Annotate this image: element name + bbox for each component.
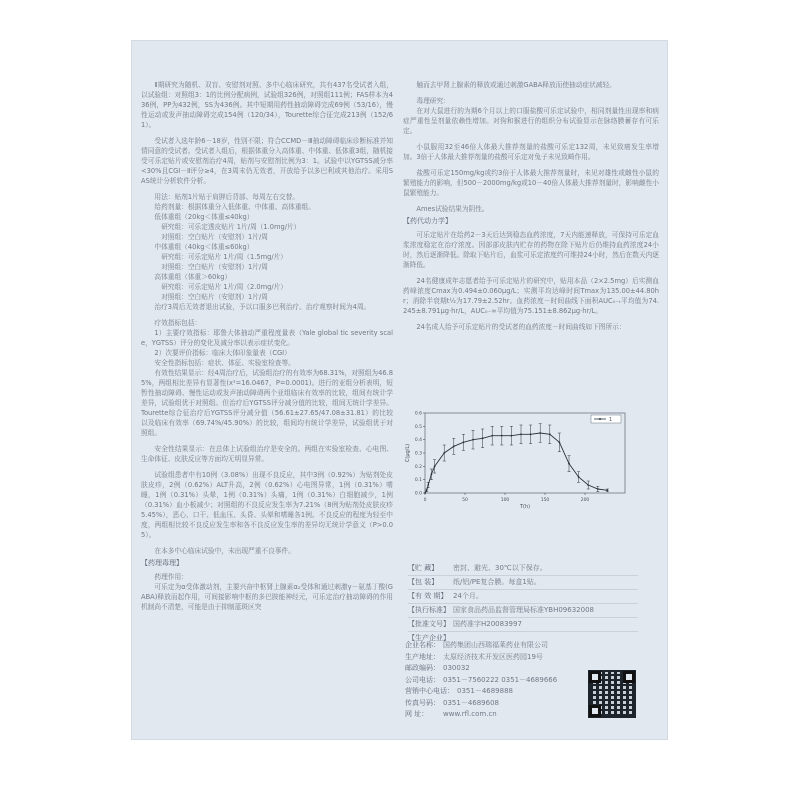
company-label: 生产地址： [405,652,440,661]
legend-marker [599,418,601,420]
y-tick-label: 0.6 [414,411,422,417]
shelf-life-row [408,590,638,604]
trial-design-paragraph: Ⅱ期研究为随机、双盲、安慰剂对照、多中心临床研究，共有437名受试者入组，以试验组：对照组3：1的比例分配病例，试验组326例，对照组111例；FAS样本为436例，PP为432例，SS为436例。其中短期用药性抽动障碍完成69例（53/16），慢性运动或发声抽动障碍完成154例（120/34），Tourette综合征完成213例（152/61）。 [141,81,393,129]
company-value: 0351－4689608 [443,698,499,707]
safety-results-paragraph: 安全性结果显示：在总体上试验组治疗是安全的。两组在实验室检查、心电图、生命体征、皮肤反应等方面均无明显异常。 [141,445,393,463]
pharmacokinetics-section-heading: 【药代动力学】 [403,217,452,225]
adverse-events-paragraph: 试验组患者中有10例（3.08%）出现不良反应，其中3例（0.92%）为贴剂处皮肤皮疹，2例（0.62%）ALT升高，2例（0.62%）心电图异常，1例（0.31%）嗜睡，1例（0.31%）头晕，1例（0.31%）头痛，1例（0.31%）白细胞减少，1例（0.31%）血小板减少；对照组的不良反应发生率为7.21%（8例为贴剂处皮肤皮疹5.45%），恶心、口干、低血压、头昏、头晕和嗜睡各1例。不良反应的程度为轻至中度，两组相比较不良反应发生率和各不良反应发生率的差异均无统计学意义（P>0.05）。 [141,471,393,539]
plot-frame [425,413,625,493]
data-point [568,463,570,465]
qr-finder-pattern [589,671,601,683]
toxicology-heading: 毒理研究： [416,97,450,105]
subject-criteria-paragraph: 受试者入选年龄6－18岁，性别不限；符合CCMD－Ⅲ抽动障碍临床诊断标准并知情同意的受试者。受试者入组后，根据体重分入高体重、中体重、低体重3组，随机接受可乐定贴片或安慰剂治疗4周，贴剂与安慰剂比例为3：1。试验中以YGTSS减分率<30%且CGI－Ⅱ评分≥4，在3周末仍无效者，开放给予以多巴利或其他治疗。采用SAS统计分析软件分析。 [141,137,393,185]
qr-finder-pattern [589,705,601,717]
efficacy-heading: 疗效指标包括： [154,319,202,327]
toxicology-paragraph: 小鼠服用32至46倍人体最大推荐剂量的盐酸可乐定132周，未见致癌发生率增加。3倍于人体最大推荐剂量的盐酸可乐定对兔子未见致畸作用。 [403,143,659,161]
info-label: 【贮 藏】 [408,564,439,572]
company-website-row [405,709,585,721]
pharmacokinetics-paragraph: 可乐定贴片在给药2－3天后达到稳态血药浓度，7天内能速释放，可保持可乐定血浆浓度稳定在治疗浓度。因部部皮肤内贮存的药物在除下贴片后仍维持血药浓度24小时，然后逐渐降低。除取下贴片后，血浆可乐定浓度约可维持24小时，然后在数天内逐渐降低。 [403,231,659,269]
pharmacokinetics-paragraph: 24名成人给予可乐定贴片的受试者的血药浓度－时间曲线如下图所示： [416,323,626,331]
concentration-time-chart-svg [363,405,643,515]
efficacy-line: 1）主要疗效指标：耶鲁大体抽动严重程度量表（Yale global tic severity scale，YGTSS）评分的变化及减分率以表示症状变化。 [141,329,393,347]
y-axis-label: C(μg/L) [405,443,411,463]
company-label: 营销中心电话： [405,687,454,695]
toxicology-paragraph: Ames试验结果为阴性。 [416,205,489,213]
y-tick-label: 0.1 [414,478,422,484]
company-sales-phone-row [405,686,585,698]
data-point [597,488,599,490]
company-value: 030032 [443,664,470,672]
data-point [607,489,609,491]
info-label: 【批准文号】 [408,620,450,628]
company-label: 邮政编码： [405,664,440,672]
company-info [405,640,585,721]
info-value: 24个月。 [453,592,483,600]
info-label: 【执行标准】 [408,606,450,614]
company-value: 0351－4689888 [457,687,513,695]
dosage-line: 中体重组（40kg＜体重≤60kg） [154,243,254,251]
company-value: 0351－7560222 0351－4689666 [443,675,558,684]
toxicology-paragraph: 在对大鼠进行的为期6个月以上的口服盐酸可乐定试验中，相同剂量性出现率和病症严重性呈剂量依赖性增加。对狗和猴进行的组织分布试验显示在脉络膜蓄存有可乐定。 [403,107,659,135]
company-label: 网 址： [405,710,429,718]
data-point [549,433,551,435]
x-tick-label: 200 [580,498,590,503]
dosage-line: 对照组：空白贴片（安慰剂）1片/周 [161,293,268,301]
dosage-line: 用法：贴剂1片贴于肩胛后背部、每周左右交替。 [154,193,300,201]
data-point [511,435,513,437]
data-point [520,433,522,435]
pharmacokinetics-paragraph: 24名健康成年志愿者给予可乐定贴片的研究中，贴用本品（2×2.5mg）后实测血药峰浓度Cmax为0.494±0.060μg/L；实测平均达峰时间Tmax为135.00±44.80hr；消除半衰期t½为17.79±2.52hr。血药浓度－时间曲线下面积AUC₀₋ₜ平均值为74.245±8.791μg·hr/L，AUC₀₋∞平均值为75.151±8.862μg·hr/L。 [403,277,659,315]
x-tick-label: 50 [462,498,468,503]
dosage-line: 研究组：可乐定贴片 1片/周（1.5mg/片） [161,253,287,261]
dosage-line: 研究组：可乐定贴片 1片/周（2.0mg/片） [161,283,287,291]
company-address-row [405,652,585,664]
company-value: 国药集团山西瑞福莱药业有限公司 [443,641,548,649]
pharmacology-paragraph: 可乐定为α受体激动剂，主要兴奋中枢肾上腺素α₂受体和通过刺激γ－氨基丁酸(GABA)释放而起作用，可间接影响中枢的多巴胺能神经元，可乐定治疗抽动障碍的作用机制尚不清楚，可能是由于抑制蓝斑区突 [141,583,393,611]
dosage-line: 高体重组（体重＞60kg） [154,273,232,281]
dosage-line: 治疗3周后无效者退出试验，予以口服多巴利治疗。治疗观察时间为4周。 [154,303,371,311]
qr-code-icon [588,670,636,718]
efficacy-results-paragraph: 有效性结果显示：经4周治疗后，试验组治疗的有效率为68.31%，对照组为46.85%，两组相比差异有显著性(x²=16.0467，P=0.0001)。进行的亚组分析表明，短暂性抽动障碍、慢性运动或发声抽动障碍两个亚组临床有效率的比较，组间有统计学差异，试验组优于对照组。但治疗后YGTSS评分减分值的比较，组间无统计学差异。Tourette综合征治疗后YGTSS评分减分值（56.61±27.65/47.08±31.81）的比较以及临床有效率（69.74%/45.90%）的比较，组间均有统计学差异，试验组优于对照组。 [141,369,393,437]
data-point [559,441,561,443]
info-label: 【生产企业】 [408,634,450,642]
standard-row [408,604,638,618]
y-tick-label: 0.0 [414,491,422,497]
data-point [491,435,493,437]
data-point [578,476,580,478]
x-tick-label: 150 [540,498,550,503]
storage-row [408,562,638,576]
dosage-line: 研究组：可乐定透皮贴片 1片/周（1.0mg/片） [161,223,301,231]
dosage-line: 对照组：空白贴片（安慰剂）1片/周 [161,263,268,271]
company-value: 太原经济技术开发区医药园19号 [443,652,543,661]
data-point [427,484,429,486]
info-label: 【包 装】 [408,578,439,586]
x-tick-label: 100 [500,498,510,503]
company-name-row [405,640,585,652]
data-point [453,445,455,447]
y-tick-label: 0.2 [414,464,422,470]
data-point [443,452,445,454]
data-point [424,492,426,494]
efficacy-line: 安全性指标包括：症状、体征、实验室检查等。 [154,359,295,367]
approval-number-row [408,618,638,632]
info-value: 国药准字H20083997 [453,620,522,628]
legend-label: 1 [609,416,613,423]
company-label: 传真号码： [405,698,440,707]
dosage-line: 给药剂量：根据体重分入低体重、中体重、高体重组。 [154,203,315,211]
qr-finder-pattern [623,671,635,683]
company-label: 企业名称： [405,641,440,649]
data-point [463,441,465,443]
data-point [472,439,474,441]
x-axis-label: T(h) [519,504,531,510]
efficacy-line: 2）次要评价指标：临床大体印象量表（CGI） [154,349,291,357]
x-tick-label: 0 [423,498,427,503]
pharmacology-section-heading: 【药理毒理】 [141,559,183,567]
info-value: 纸/铝/PE复合膜。每盒1贴。 [453,578,541,586]
company-fax-row [405,698,585,710]
company-phone-row [405,675,585,687]
data-point [539,432,541,434]
package-row [408,576,638,590]
right-column [403,80,659,338]
company-value: www.rfl.com.cn [443,710,497,718]
company-label: 公司电话： [405,675,440,684]
y-tick-label: 0.4 [414,438,422,444]
company-postcode-row [405,663,585,675]
dosage-line: 对照组：空白贴片（安慰剂）1片/周 [161,233,268,241]
series-line [425,433,607,493]
data-point [530,433,532,435]
toxicology-paragraph: 盐酸可乐定150mg/kg或约3倍于人体最大推荐剂量时，未见对雄性或雌性小鼠的繁殖能力的影响，但500－2000mg/kg或10－40倍人体最大推荐剂量时，影响雌性小鼠繁殖能力。 [403,169,659,197]
data-point [426,489,428,491]
data-point [501,435,503,437]
mechanism-continued-paragraph: 触而去甲肾上腺素的释放或通过刺激GABA释放而使抽动症状减轻。 [416,81,616,89]
y-tick-label: 0.5 [414,424,422,430]
left-column [141,80,393,618]
data-point [587,484,589,486]
product-info-table [408,562,638,645]
pharmacology-subheading: 药理作用： [154,573,188,581]
data-point [434,465,436,467]
info-value: 国家食品药品监督管理局标准YBH09632008 [453,606,594,614]
y-tick-label: 0.3 [414,451,422,457]
data-point [431,473,433,475]
concentration-time-chart [363,405,643,515]
info-value: 密封、避光、30℃以下保存。 [453,564,547,572]
dosage-list [141,192,393,312]
info-label: 【有 效 期】 [408,592,448,600]
dosage-line: 低体重组（20kg＜体重≤40kg） [154,213,254,221]
serious-events-paragraph: 在本多中心临床试验中，未出现严重不良事件。 [154,547,295,555]
data-point [482,437,484,439]
